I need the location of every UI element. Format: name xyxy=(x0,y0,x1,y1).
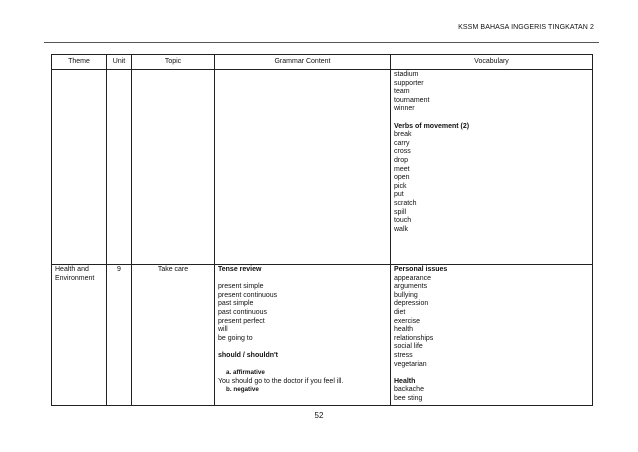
list-item: arguments xyxy=(394,283,428,291)
topic-cell: Take care xyxy=(132,265,215,406)
list-item: meet xyxy=(394,165,410,173)
list-item: bullying xyxy=(394,291,418,299)
theme-cell xyxy=(52,70,107,265)
section-heading: Personal issues xyxy=(394,266,448,273)
list-item: stadium xyxy=(394,71,419,78)
section-heading: Verbs of movement (2) xyxy=(394,122,470,130)
list-item: past simple xyxy=(218,300,254,308)
list-item: health xyxy=(394,326,414,334)
list-item: supporter xyxy=(394,79,424,87)
vocabulary-cell xyxy=(391,265,593,406)
list-item: a. affirmative xyxy=(226,369,265,377)
list-item: stress xyxy=(394,351,413,359)
grammar-cell xyxy=(215,265,391,406)
table-row xyxy=(52,70,593,265)
spacer xyxy=(218,361,387,370)
list-item: walk xyxy=(394,225,409,233)
list-item: vegetarian xyxy=(394,360,427,368)
theme-cell: Health and Environment xyxy=(52,265,107,406)
header-rule xyxy=(44,42,599,43)
page-number: 52 xyxy=(314,411,324,420)
topic-cell xyxy=(132,70,215,265)
list-item: exercise xyxy=(394,317,421,325)
list-item: be going to xyxy=(218,334,253,342)
list-item: backache xyxy=(394,386,424,394)
section-heading: should / shouldn't xyxy=(218,351,278,359)
grammar-cell xyxy=(215,70,391,265)
list-item: open xyxy=(394,174,410,182)
section-heading: Tense review xyxy=(218,266,262,273)
section-heading: Health xyxy=(394,377,416,385)
column-header-theme: Theme xyxy=(52,55,107,70)
list-item: b. negative xyxy=(226,386,259,394)
list-item: will xyxy=(218,326,228,334)
spacer xyxy=(394,114,589,123)
list-item: break xyxy=(394,131,412,139)
unit-cell: 9 xyxy=(107,265,132,406)
list-item: winner xyxy=(394,105,415,113)
list-item: diet xyxy=(394,308,406,316)
list-item: appearance xyxy=(394,274,431,282)
list-item: cross xyxy=(394,148,411,156)
list-item: You should go to the doctor if you feel ill. xyxy=(218,377,344,385)
list-item: relationships xyxy=(394,334,434,342)
list-item: pick xyxy=(394,182,407,190)
list-item: social life xyxy=(394,343,423,351)
column-header-vocabulary: Vocabulary xyxy=(391,55,593,70)
list-item: carry xyxy=(394,139,410,147)
list-item: team xyxy=(394,88,410,96)
list-item: present simple xyxy=(218,283,264,291)
page-header: KSSM BAHASA INGGERIS TINGKATAN 2 xyxy=(458,24,594,31)
list-item: depression xyxy=(394,300,429,308)
vocabulary-cell xyxy=(391,70,593,265)
list-item: spill xyxy=(394,208,407,216)
list-item: present continuous xyxy=(218,291,278,299)
spacer xyxy=(218,343,387,352)
list-item: drop xyxy=(394,156,409,164)
list-item: past continuous xyxy=(218,308,268,316)
spacer xyxy=(218,275,387,284)
list-item: tournament xyxy=(394,96,430,104)
list-item: present perfect xyxy=(218,317,265,325)
column-header-topic: Topic xyxy=(132,55,215,70)
list-item: put xyxy=(394,191,404,199)
column-header-grammar: Grammar Content xyxy=(215,55,391,70)
unit-cell xyxy=(107,70,132,265)
spacer xyxy=(394,369,589,378)
column-header-unit: Unit xyxy=(107,55,132,70)
table-row xyxy=(52,265,593,406)
list-item: bee sting xyxy=(394,394,423,402)
list-item: scratch xyxy=(394,199,417,207)
syllabus-table xyxy=(51,54,593,406)
list-item: touch xyxy=(394,217,412,225)
table-header-row xyxy=(52,55,593,70)
